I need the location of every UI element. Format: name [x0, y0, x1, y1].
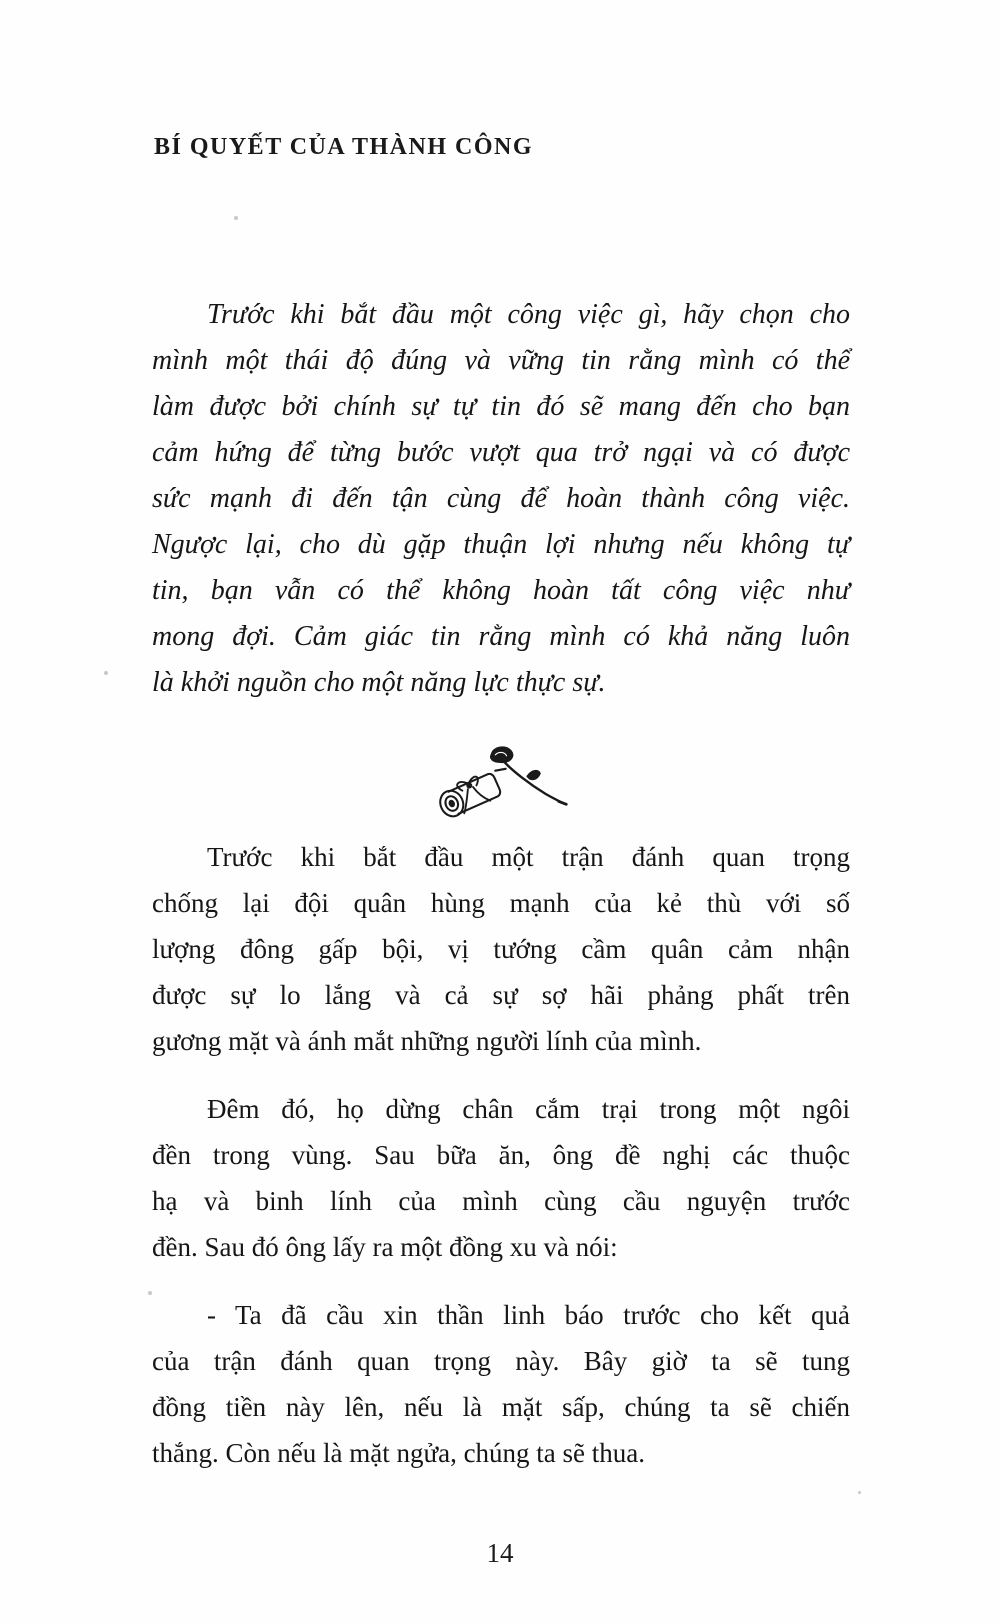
- text-line: Ngược lại, cho dù gặp thuận lợi nhưng nếu không tự: [152, 529, 850, 560]
- text-line: chống lại đội quân hùng mạnh của kẻ thù với số: [152, 888, 850, 918]
- text-line: Trước khi bắt đầu một trận đánh quan trọng: [207, 842, 850, 872]
- text-line: lượng đông gấp bội, vị tướng cầm quân cảm nhận: [152, 934, 850, 964]
- page-content: [152, 292, 850, 1476]
- paragraph: [152, 834, 850, 1064]
- text-line: được sự lo lắng và cả sự sợ hãi phảng phất trên: [152, 980, 850, 1010]
- text-line: đền trong vùng. Sau bữa ăn, ông đề nghị các thuộc: [152, 1140, 850, 1170]
- text-line: đền. Sau đó ông lấy ra một đồng xu và nói:: [152, 1232, 618, 1262]
- scan-speck: [104, 671, 108, 675]
- paragraph: [152, 1086, 850, 1270]
- scan-speck: [234, 216, 238, 220]
- body-paragraphs: [152, 834, 850, 1476]
- scroll-rose-illustration: [430, 742, 570, 818]
- scan-speck: [148, 1291, 152, 1295]
- text-line: làm được bởi chính sự tự tin đó sẽ mang đến cho bạn: [152, 391, 850, 422]
- running-header: BÍ QUYẾT CỦA THÀNH CÔNG: [154, 134, 534, 160]
- text-line: - Ta đã cầu xin thần linh báo trước cho kết quả: [207, 1300, 850, 1330]
- text-line: gương mặt và ánh mắt những người lính của mình.: [152, 1026, 702, 1056]
- text-line: của trận đánh quan trọng này. Bây giờ ta sẽ tung: [152, 1346, 850, 1376]
- page-number: 14: [486, 1538, 514, 1568]
- text-line: là khởi nguồn cho một năng lực thực sự.: [152, 667, 606, 698]
- text-line: Đêm đó, họ dừng chân cắm trại trong một ngôi: [207, 1094, 850, 1124]
- text-line: sức mạnh đi đến tận cùng để hoàn thành công việc.: [152, 483, 850, 514]
- text-line: mình một thái độ đúng và vững tin rằng mình có thể: [152, 345, 850, 376]
- quote-paragraph: [152, 292, 850, 706]
- text-line: hạ và binh lính của mình cùng cầu nguyện trước: [152, 1186, 850, 1216]
- scroll-rose-icon: [430, 742, 570, 818]
- text-line: cảm hứng để từng bước vượt qua trở ngại và có được: [152, 437, 850, 468]
- text-line: thắng. Còn nếu là mặt ngửa, chúng ta sẽ thua.: [152, 1438, 646, 1468]
- text-line: tin, bạn vẫn có thể không hoàn tất công việc như: [152, 575, 850, 606]
- text-line: mong đợi. Cảm giác tin rằng mình có khả năng luôn: [152, 621, 850, 652]
- paragraph: [152, 1292, 850, 1476]
- text-line: đồng tiền này lên, nếu là mặt sấp, chúng ta sẽ chiến: [152, 1392, 850, 1422]
- text-line: Trước khi bắt đầu một công việc gì, hãy chọn cho: [207, 299, 850, 330]
- scan-speck: [858, 1491, 861, 1494]
